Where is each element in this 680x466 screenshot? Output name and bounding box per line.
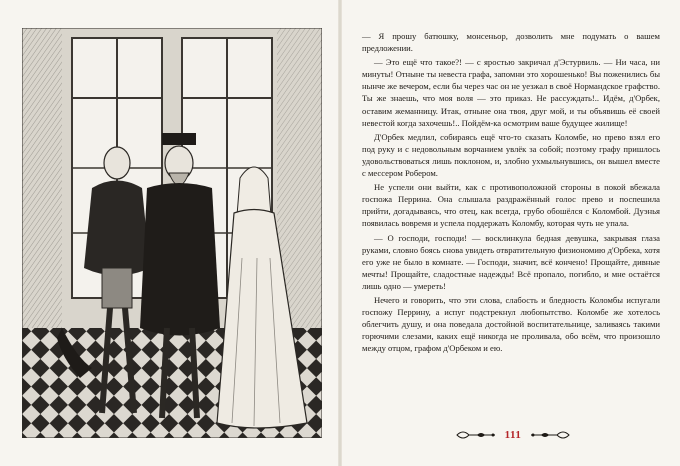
paragraph-3: Д'Орбек медлил, собираясь ещё что-то сказать Коломбе, но прево взял его под руку и с недовольным ворчанием увлёк за собой; поэтому графу пришлось удовольствоваться лишь поклоном, и, злобно ухмыльнувшись, он вышел вместе с мессером Робером. bbox=[362, 131, 660, 179]
ornament-left-icon bbox=[455, 429, 497, 441]
paragraph-5: — О господи, господи! — восклинкула бедная девушка, закрывая глаза руками, словно боясь снова увидеть отвратительную физиономию д'Орбека, хотя его уже не было в комнате. — Господи, значит, всё кончено! Прощайте, дивные мечты! Прощайте, сладостные надежды! Всё пропало, погибло, и мне остаётся лишь одно — умереть! bbox=[362, 232, 660, 291]
illustration-drawing bbox=[22, 28, 322, 438]
paragraph-1: — Я прошу батюшку, монсеньор, дозволить мне подумать о вашем предложении. bbox=[362, 31, 660, 54]
book-gutter bbox=[338, 0, 342, 466]
engraving-illustration bbox=[22, 28, 322, 438]
page-folio bbox=[438, 428, 588, 442]
text-page bbox=[362, 30, 660, 416]
paragraph-4: Не успели они выйти, как с противоположной стороны в покой вбежала госпожа Перрина. Она слышала раздражённый голос прево и поспешила прийти, догадываясь, что отец, как всегда, грубо обошёлся с Коломбой. Дуэнья появилась вовремя и успела поддержать Коломбу, которая чуть не упала. bbox=[362, 182, 660, 229]
ornament-right-icon bbox=[529, 429, 571, 441]
page-number: 111 bbox=[504, 429, 522, 441]
paragraph-2: — Это ещё что такое?! — с яростью закричал д'Эстурвиль. — Ни часа, ни минуты! Отныне ты невеста графа, запомни это хорошенько! Вы поженились бы нынче же вечером, если бы через час он не уезжал в своё Нормандское графство. Ты же знаешь, что моя воля — это приказ. Не рассуждать!.. Идём, д'Орбек, оставим жеманницу. Итак, отныне она твоя, друг мой, и ты объявишь её своей невестой когда захочешь!.. Пойдём-ка осмотрим ваше будущее жилище! bbox=[362, 57, 660, 128]
paragraph-6: Нечего и говорить, что эти слова, слабость и бледность Коломбы испугали госпожу Перрину, а испуг подстрекнул любопытство. Коломбе же хотелось облегчить душу, и она поведала достойной воспитательнице, заливаясь такими горючими слезами, каких ещё никогда не проливала, обо всём, что произошло между отцом, графом д'Орбеком и ею. bbox=[362, 294, 660, 354]
